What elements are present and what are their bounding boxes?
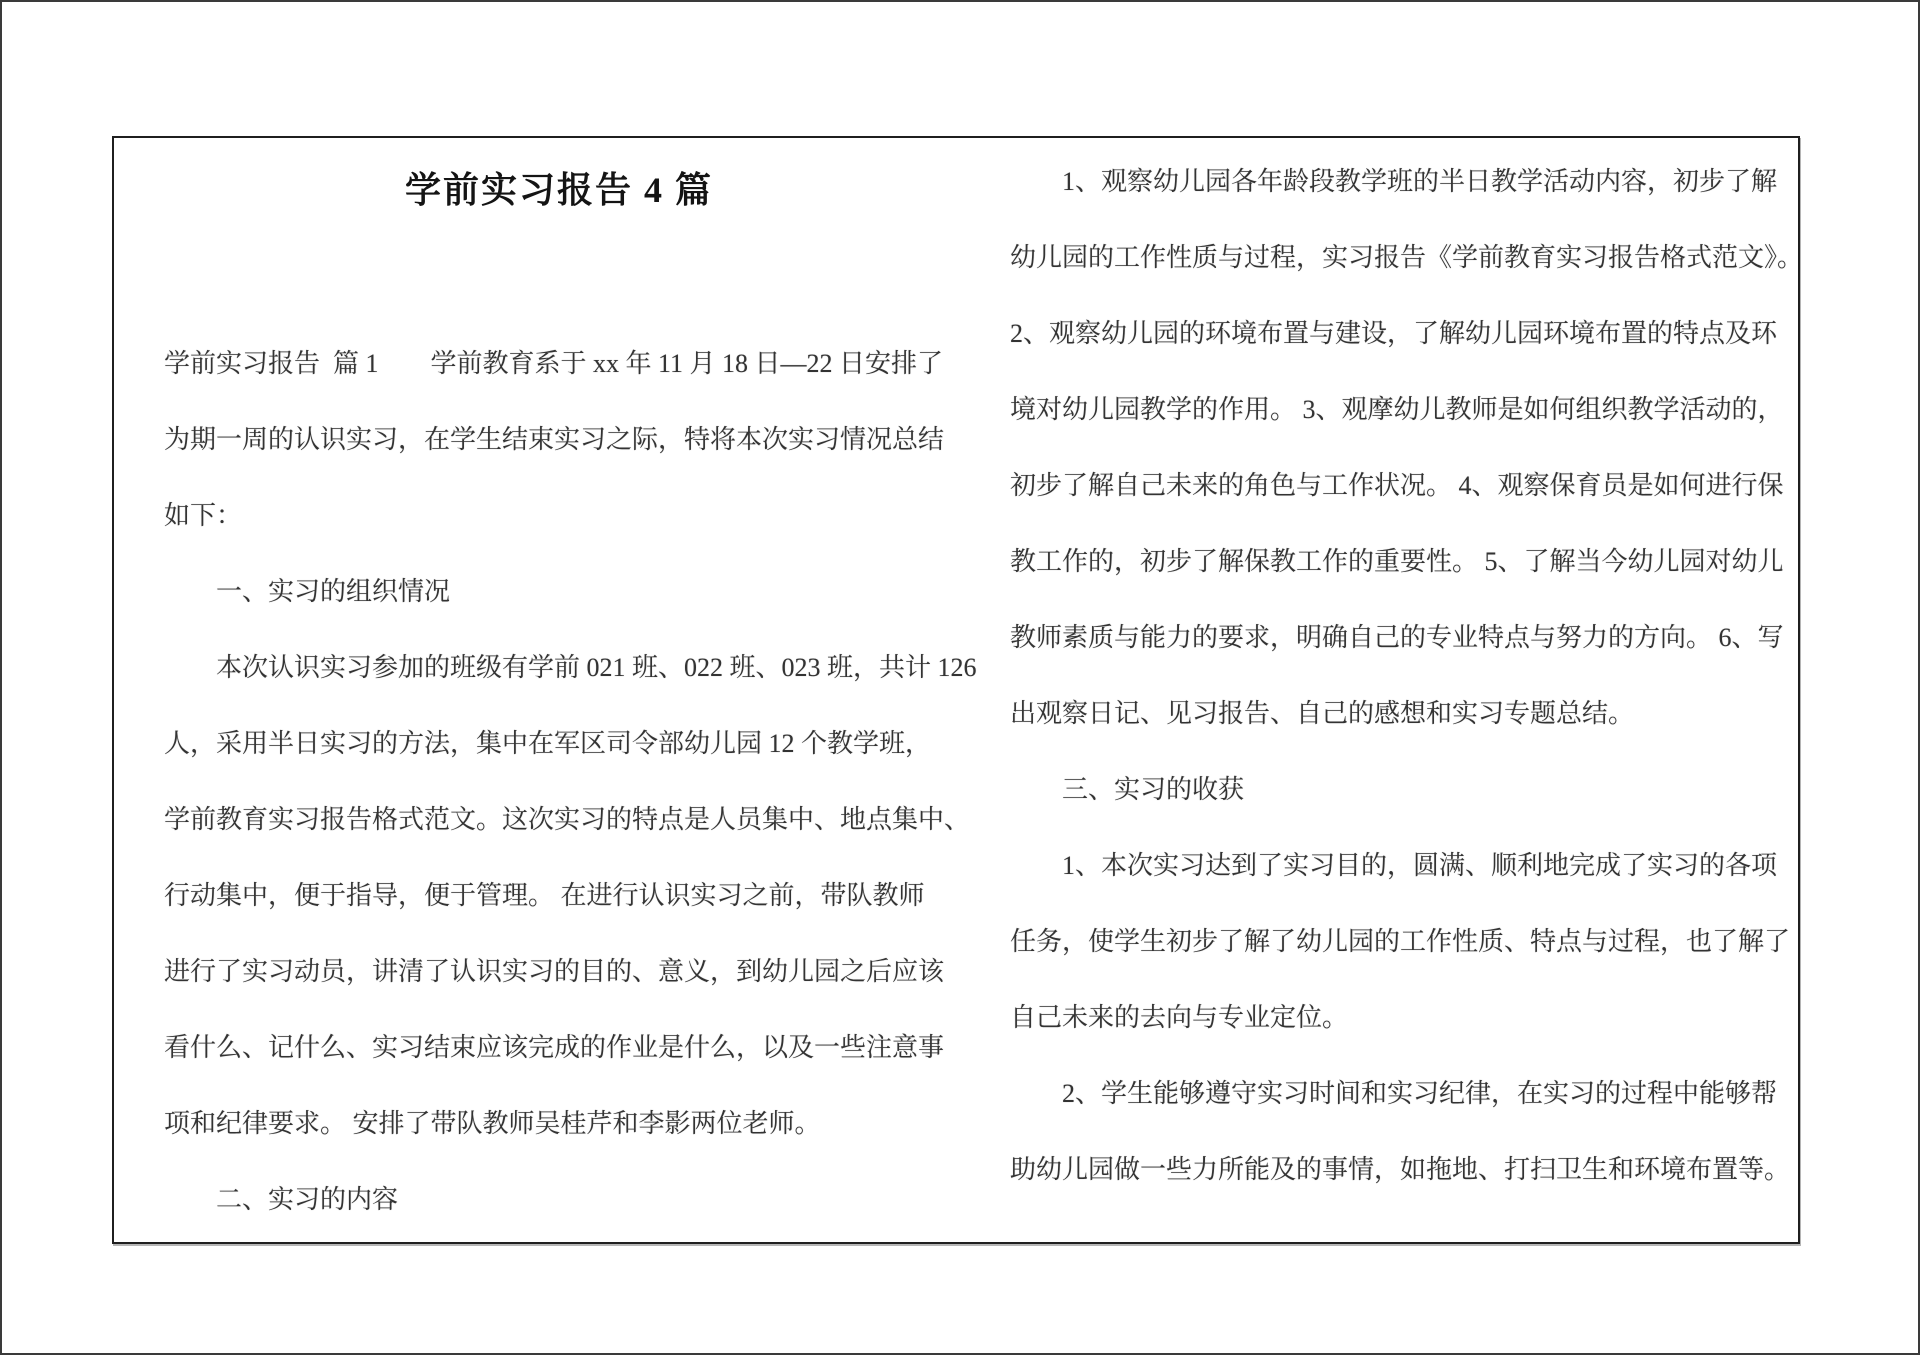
right-column <box>1010 144 1804 1208</box>
text-line: 境对幼儿园教学的作用。 3、观摩幼儿教师是如何组织教学活动的， <box>1010 395 1784 424</box>
text-line: 项和纪律要求。 安排了带队教师吴桂芹和李影两位老师。 <box>164 1109 821 1138</box>
text-line: 助幼儿园做一些力所能及的事情，如拖地、打扫卫生和环境布置等。 <box>1010 1155 1791 1184</box>
text-line: 如下： <box>164 501 243 530</box>
text-line: 学前实习报告 篇 1 学前教育系于 xx 年 11 月 18 日—22 日安排了 <box>164 349 944 378</box>
text-line: 自己未来的去向与专业定位。 <box>1010 1003 1349 1032</box>
text-line: 行动集中，便于指导，便于管理。 在进行认识实习之前，带队教师 <box>164 881 925 910</box>
text-line: 学前教育实习报告格式范文。这次实习的特点是人员集中、地点集中、 <box>164 805 971 834</box>
text-line: 出观察日记、见习报告、自己的感想和实习专题总结。 <box>1010 699 1635 728</box>
section-heading: 一、实习的组织情况 <box>216 577 451 606</box>
text-line: 本次认识实习参加的班级有学前 021 班、022 班、023 班，共计 126 <box>216 653 977 682</box>
text-line: 幼儿园的工作性质与过程，实习报告《学前教育实习报告格式范文》。 <box>1010 243 1804 272</box>
text-line: 看什么、记什么、实习结束应该完成的作业是什么，以及一些注意事 <box>164 1033 945 1062</box>
text-line: 2、学生能够遵守实习时间和实习纪律，在实习的过程中能够帮 <box>1062 1079 1778 1108</box>
text-line: 初步了解自己未来的角色与工作状况。 4、观察保育员是如何进行保 <box>1010 471 1784 500</box>
text-line: 人，采用半日实习的方法，集中在军区司令部幼儿园 12 个教学班， <box>164 729 932 758</box>
text-line: 进行了实习动员，讲清了认识实习的目的、意义，到幼儿园之后应该 <box>164 957 945 986</box>
section-heading: 三、实习的收获 <box>1062 775 1245 804</box>
text-line: 为期一周的认识实习，在学生结束实习之际，特将本次实习情况总结 <box>164 425 945 454</box>
left-column <box>164 326 977 1238</box>
document-page <box>112 136 1804 1244</box>
text-line: 1、观察幼儿园各年龄段教学班的半日教学活动内容，初步了解 <box>1062 167 1778 196</box>
text-line: 1、本次实习达到了实习目的，圆满、顺利地完成了实习的各项 <box>1062 851 1778 880</box>
section-heading: 二、实习的内容 <box>216 1185 399 1214</box>
text-line: 2、观察幼儿园的环境布置与建设，了解幼儿园环境布置的特点及环 <box>1010 319 1778 348</box>
page-title: 学前实习报告 4 篇 <box>404 170 713 210</box>
text-line: 任务，使学生初步了解了幼儿园的工作性质、特点与过程，也了解了 <box>1010 927 1791 956</box>
text-line: 教师素质与能力的要求，明确自己的专业特点与努力的方向。 6、写 <box>1010 623 1784 652</box>
text-line: 教工作的，初步了解保教工作的重要性。 5、了解当今幼儿园对幼儿 <box>1010 547 1784 576</box>
